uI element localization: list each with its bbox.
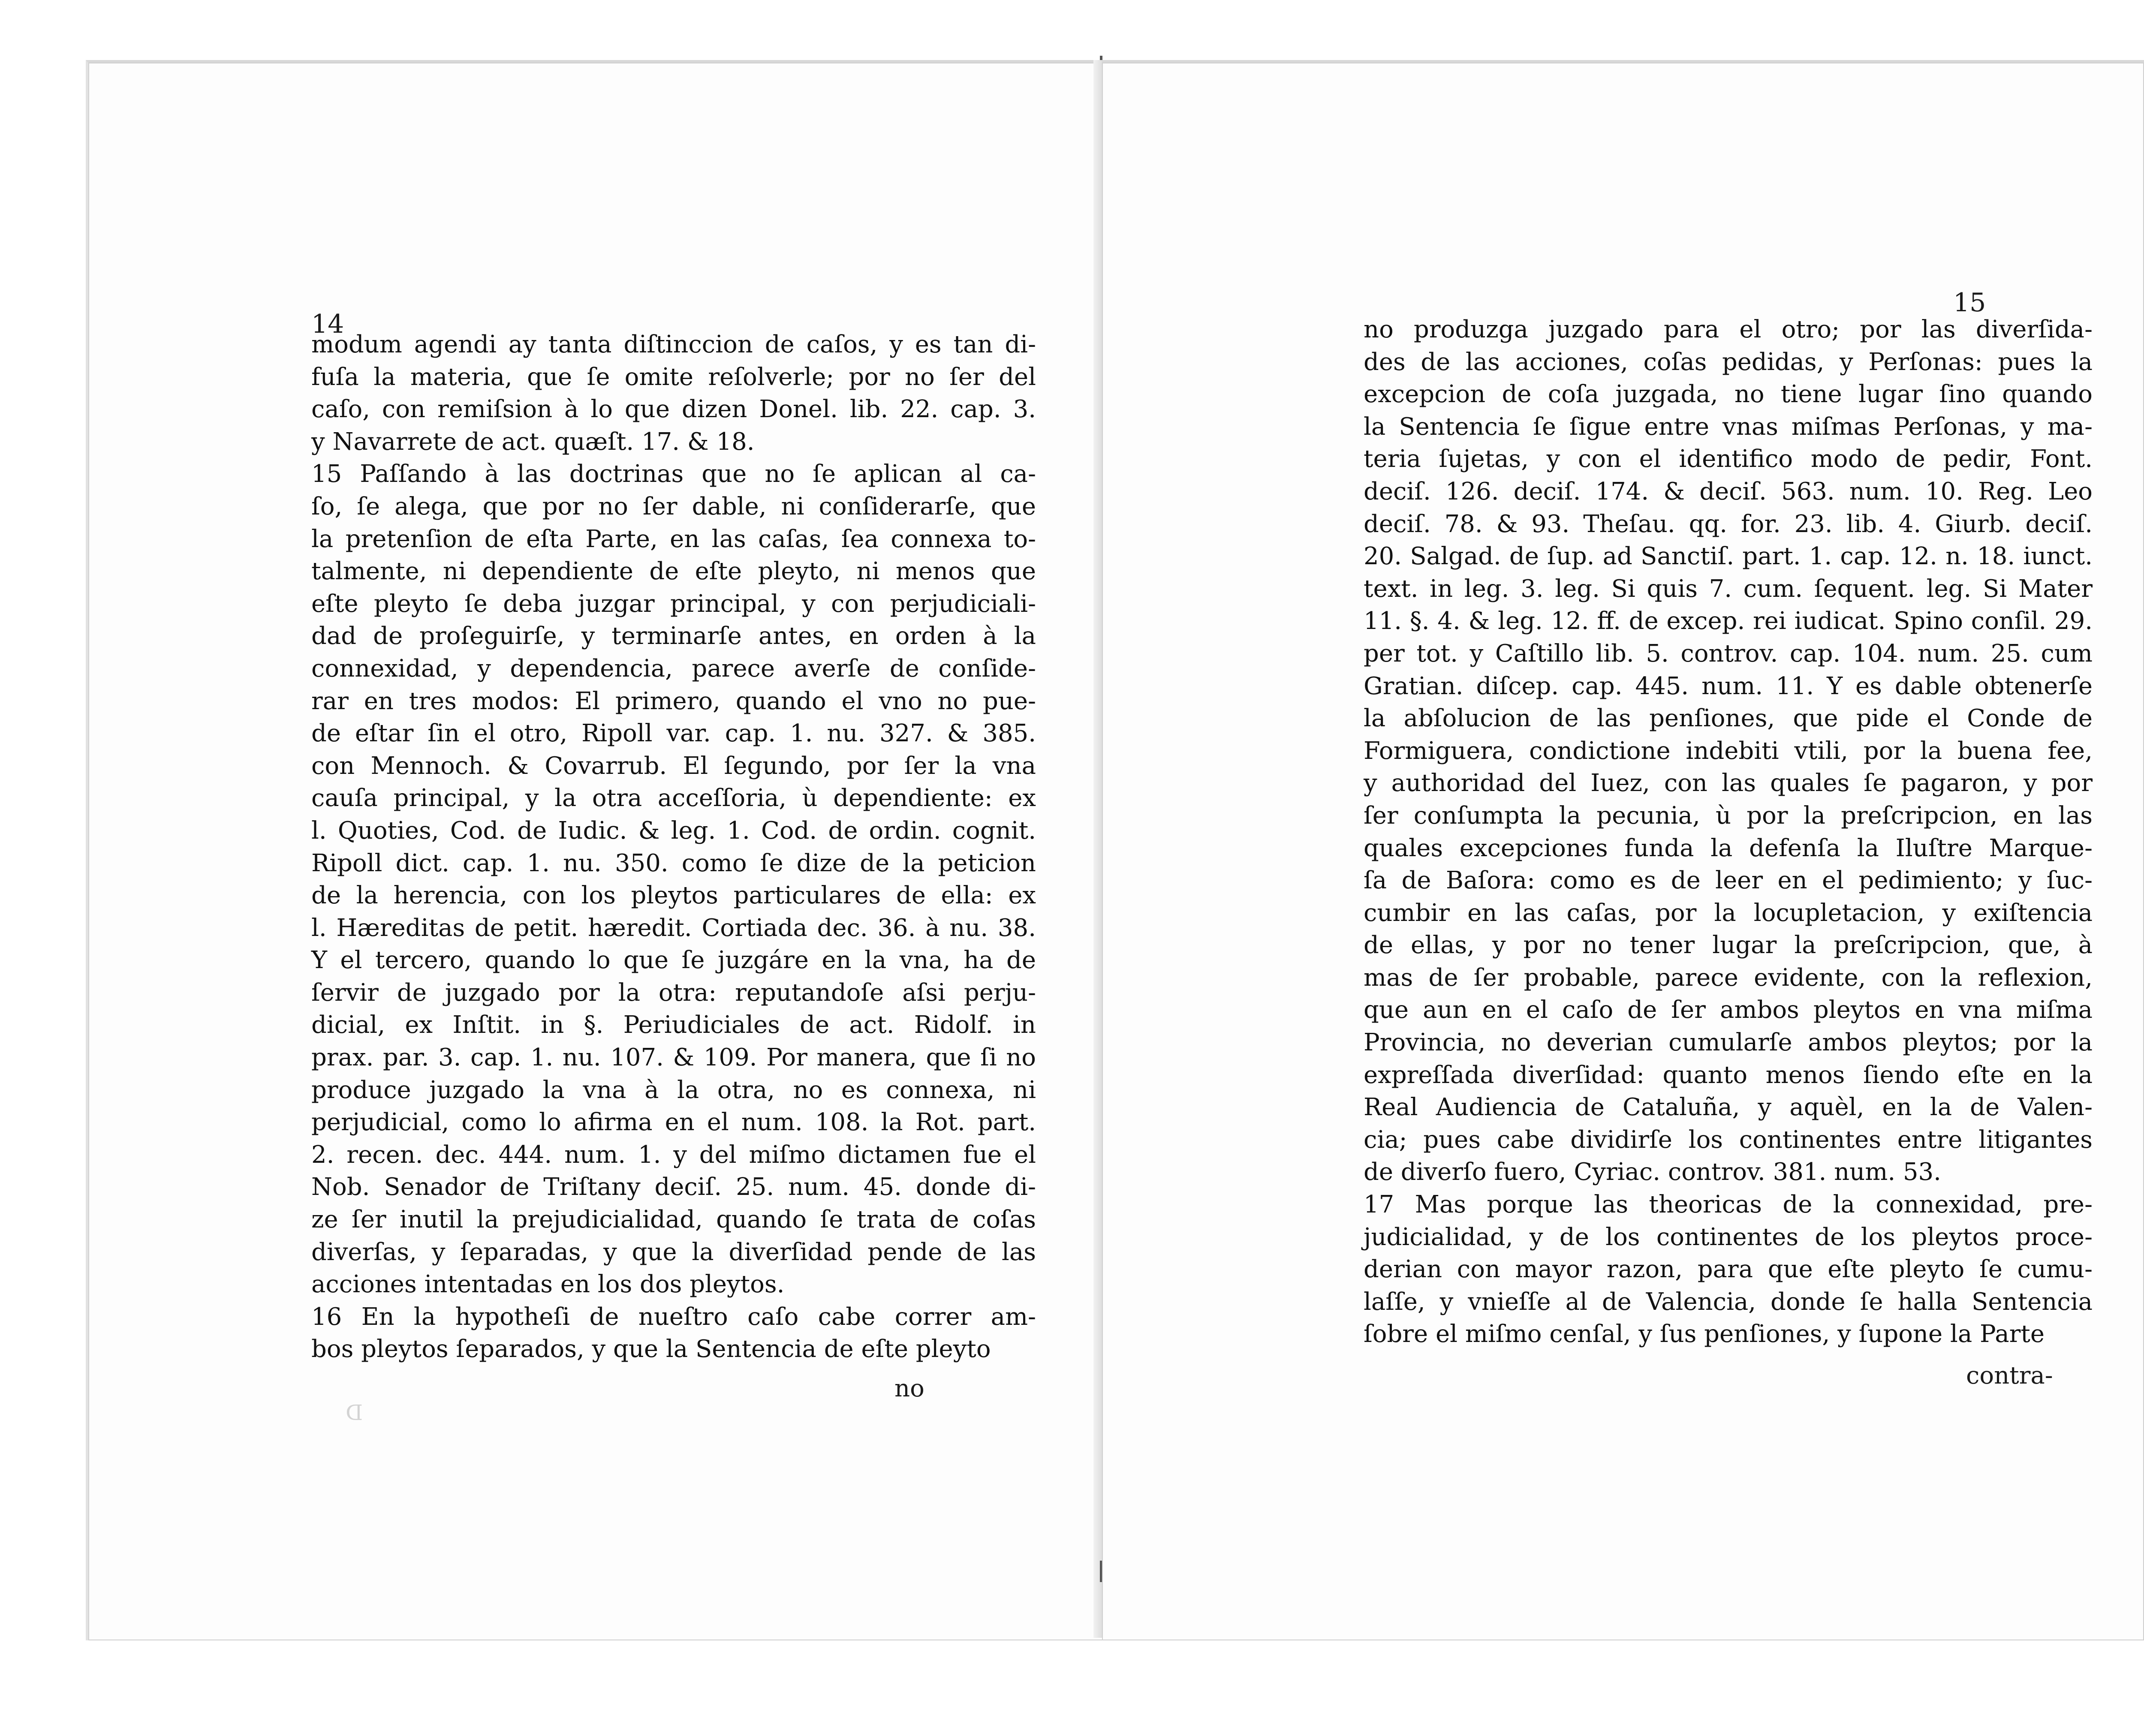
show-through-text: D xyxy=(346,1400,363,1425)
left-page-text xyxy=(311,328,1036,1366)
text-line: Gratian. diſcep. cap. 445. num. 11. Y es dable obtenerſe xyxy=(1364,672,2093,700)
text-line: teria ſujetas, y con el identifico modo de pedir, Font. xyxy=(1364,445,2093,473)
fold-mark-top xyxy=(1100,56,1102,60)
right-catchword: contra- xyxy=(1966,1362,2053,1390)
text-line: ſobre el miſmo cenſal, y ſus penſiones, y ſupone la Parte xyxy=(1364,1320,2045,1348)
text-line: des de las acciones, coſas pedidas, y Perſonas: pues la xyxy=(1364,348,2093,376)
text-line: judicialidad, y de los continentes de los pleytos proce- xyxy=(1364,1223,2093,1251)
right-page-number: 15 xyxy=(1953,288,1986,318)
left-page-number: 14 xyxy=(311,309,344,339)
text-line: Ripoll dict. cap. 1. nu. 350. como ſe dize de la peticion xyxy=(311,849,1036,877)
text-line: deciſ. 78. & 93. Theſau. qq. for. 23. lib. 4. Giurb. deciſ. xyxy=(1364,510,2093,538)
text-line: la abſolucion de las penſiones, que pide el Conde de xyxy=(1364,704,2093,733)
text-line: y Navarrete de act. quæſt. 17. & 18. xyxy=(311,427,755,456)
text-line: connexidad, y dependencia, parece averſe de conſide- xyxy=(311,654,1036,683)
text-line: que aun en el caſo de ſer ambos pleytos en vna miſma xyxy=(1364,996,2093,1024)
text-line: diverſas, y ſeparadas, y que la diverſidad pende de las xyxy=(311,1238,1036,1266)
text-line: con Mennoch. & Covarrub. El ſegundo, por ſer la vna xyxy=(311,752,1036,780)
text-line: Y el tercero, quando lo que ſe juzgáre en la vna, ha de xyxy=(311,946,1036,975)
text-line: Real Audiencia de Cataluña, y aquèl, en la de Valen- xyxy=(1364,1093,2093,1122)
text-line: 17 Mas porque las theoricas de la connexidad, pre- xyxy=(1364,1191,2093,1219)
text-line: fuſa la materia, que ſe omite reſolverle; por no ſer del xyxy=(311,363,1036,391)
text-line: l. Hæreditas de petit. hæredit. Cortiada dec. 36. à nu. 38. xyxy=(311,914,1036,942)
text-line: cumbir en las caſas, por la locupletacion, y exiſtencia xyxy=(1364,899,2093,927)
text-line: eſte pleyto ſe deba juzgar principal, y con perjudiciali- xyxy=(311,590,1036,618)
text-line: de ellas, y por no tener lugar la preſcripcion, que, à xyxy=(1364,931,2093,960)
text-line: modum agendi ay tanta diſtinccion de caſos, y es tan di- xyxy=(311,331,1036,358)
text-line: dad de proſeguirſe, y terminarſe antes, en orden à la xyxy=(311,622,1036,650)
text-line: ſa de Baſora: como es de leer en el pedimiento; y ſuc- xyxy=(1364,866,2093,895)
text-line: expreſſada diverſidad: quanto menos ſiendo eſte en la xyxy=(1364,1061,2093,1089)
text-line: talmente, ni dependiente de eſte pleyto, ni menos que xyxy=(311,557,1036,586)
text-line: 11. §. 4. & leg. 12. ff. de excep. rei iudicat. Spino conſil. 29. xyxy=(1364,607,2093,635)
text-line: no produzga juzgado para el otro; por las diverſida- xyxy=(1364,316,2093,343)
left-catchword: no xyxy=(894,1375,924,1402)
page-edge-curl xyxy=(2136,148,2144,1392)
text-line: text. in leg. 3. leg. Si quis 7. cum. ſequent. leg. Si Mater xyxy=(1364,575,2093,603)
text-line: deciſ. 126. deciſ. 174. & deciſ. 563. num. 10. Reg. Leo xyxy=(1364,477,2093,505)
text-line: 2. recen. dec. 444. num. 1. y del miſmo dictamen fue el xyxy=(311,1140,1036,1169)
text-line: la pretenſion de eſta Parte, en las caſas, ſea connexa to- xyxy=(311,525,1036,553)
text-line: l. Quoties, Cod. de Iudic. & leg. 1. Cod. de ordin. cognit. xyxy=(311,816,1036,845)
open-book-spread xyxy=(86,60,2144,1638)
right-page-text xyxy=(1364,313,2093,1351)
text-line: rar en tres modos: El primero, quando el vno no pue- xyxy=(311,687,1036,715)
text-line: per tot. y Caſtillo lib. 5. controv. cap. 104. num. 25. cum xyxy=(1364,639,2093,668)
text-line: mas de ſer probable, parece evidente, con la reflexion, xyxy=(1364,963,2093,992)
text-line: ſervir de juzgado por la otra: reputandoſe aſsi perju- xyxy=(311,978,1036,1007)
text-line: ſer conſumpta la pecunia, ù por la preſcripcion, en las xyxy=(1364,801,2093,830)
text-line: dicial, ex Inſtit. in §. Periudiciales de act. Ridolf. in xyxy=(311,1011,1036,1039)
text-line: de diverſo fuero, Cyriac. controv. 381. num. 53. xyxy=(1364,1158,1941,1186)
text-line: cauſa principal, y la otra acceſſoria, ù dependiente: ex xyxy=(311,784,1036,812)
left-page xyxy=(86,60,1105,1640)
text-line: prax. par. 3. cap. 1. nu. 107. & 109. Por manera, que ſi no xyxy=(311,1044,1036,1072)
text-line: Provincia, no deverian cumularſe ambos pleytos; por la xyxy=(1364,1029,2093,1057)
text-line: produce juzgado la vna à la otra, no es connexa, ni xyxy=(311,1076,1036,1104)
right-page xyxy=(1102,60,2144,1640)
text-line: cia; pues cabe dividirſe los continentes entre litigantes xyxy=(1364,1125,2093,1154)
text-line: bos pleytos ſeparados, y que la Sentencia de eſte pleyto xyxy=(311,1335,991,1363)
text-line: caſo, con remiſsion à lo que dizen Donel. lib. 22. cap. 3. xyxy=(311,395,1036,424)
text-line: la Sentencia ſe ſigue entre vnas miſmas Perſonas, y ma- xyxy=(1364,412,2093,441)
text-line: ze ſer inutil la prejudicialidad, quando ſe trata de coſas xyxy=(311,1206,1036,1234)
text-line: 16 En la hypotheſi de nueſtro caſo cabe correr am- xyxy=(311,1303,1036,1331)
text-line: 15 Paſſando à las doctrinas que no ſe aplican al ca- xyxy=(311,460,1036,488)
text-line: Nob. Senador de Triſtany deciſ. 25. num. 45. donde di- xyxy=(311,1173,1036,1201)
text-line: excepcion de coſa juzgada, no tiene lugar ſino quando xyxy=(1364,380,2093,409)
text-line: de la herencia, con los pleytos particulares de ella: ex xyxy=(311,882,1036,910)
text-line: derian con mayor razon, para que eſte pleyto ſe cumu- xyxy=(1364,1255,2093,1284)
text-line: perjudicial, como lo afirma en el num. 108. la Rot. part. xyxy=(311,1108,1036,1137)
text-line: y authoridad del Iuez, con las quales ſe pagaron, y por xyxy=(1364,769,2093,797)
text-line: Formiguera, condictione indebiti vtili, por la buena fee, xyxy=(1364,737,2093,765)
text-line: 20. Salgad. de ſup. ad Sanctiſ. part. 1. cap. 12. n. 18. iunct. xyxy=(1364,542,2093,571)
text-line: acciones intentadas en los dos pleytos. xyxy=(311,1270,785,1299)
text-line: de eſtar ſin el otro, Ripoll var. cap. 1. nu. 327. & 385. xyxy=(311,719,1036,748)
text-line: ſo, ſe alega, que por no ſer dable, ni conſiderarſe, que xyxy=(311,492,1036,520)
text-line: quales excepciones funda la defenſa la Iluſtre Marque- xyxy=(1364,834,2093,862)
text-line: laſſe, y vnieſſe al de Valencia, donde ſe halla Sentencia xyxy=(1364,1288,2093,1316)
